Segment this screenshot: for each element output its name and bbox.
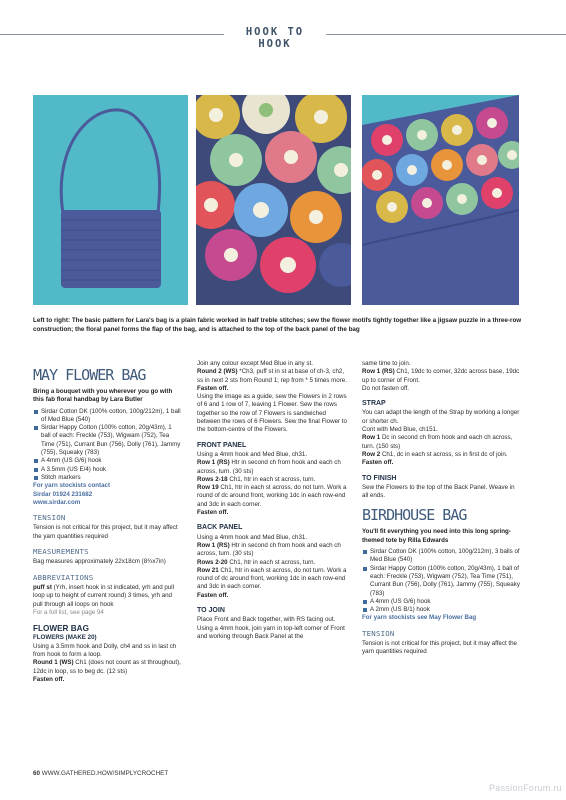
row-label: Row 1 bbox=[362, 434, 381, 442]
front-intro: Using a 4mm hook and Med Blue, ch31. bbox=[197, 450, 308, 458]
pattern-lead: You'll fit everything you need into this long spring-themed tote by Rilla Edwards bbox=[362, 528, 511, 544]
row-text: Htr in second ch from hook and each ch across, turn. (30 sts) bbox=[197, 541, 341, 558]
list-item: A 3.5mm (US E/4) hook bbox=[33, 466, 183, 474]
row-text: Ch1, 19dc to corner, 32dc across base, 19dc up to corner of Front. bbox=[362, 368, 520, 384]
row-text: Ch1, htr in each st across, turn. bbox=[227, 475, 316, 483]
front-rows-2-18 bbox=[197, 476, 350, 484]
row-text: Ch1, htr in each st across, turn. bbox=[227, 558, 316, 566]
strap-text-2: Cont with Med Blue, ch151. bbox=[362, 426, 438, 434]
pattern-title-may-flower: MAY FLOWER BAG bbox=[33, 366, 146, 384]
row-label: Rows 2-20 bbox=[197, 558, 228, 566]
finish-text: Sew the Flowers to the top of the Back Panel. Weave in all ends. bbox=[362, 483, 515, 500]
row-label: Rows 2-18 bbox=[197, 475, 228, 483]
abbreviation-def: (Yrh, insert hook in st indicated, yrh and pull loop up to height of current round) 3 times, yrh and pull through all loops on hook bbox=[33, 583, 175, 608]
row-text: Ch1, dc in each st across, ss in first dc of join. bbox=[380, 450, 508, 458]
list-item: Stitch markers bbox=[33, 474, 183, 482]
join-intro: Join any colour except Med Blue in any st. bbox=[197, 360, 313, 367]
header-rule-left bbox=[0, 34, 224, 35]
watermark: PassionForum.ru bbox=[488, 783, 562, 793]
column-2 bbox=[197, 360, 350, 641]
assembly-guide: Using the image as a guide, sew the Flowers in 2 rows of 6 and 1 row of 7, leaving 1 Flower. Sew the rows together so the row of 7 Flowers is sandwiched between the rows of 6 Flowers. Sew the final Flower to the bottom-centre of the Flowers. bbox=[197, 393, 347, 434]
header-rule-right bbox=[326, 34, 566, 35]
materials-list bbox=[362, 548, 522, 614]
row-label: Row 1 (RS) bbox=[197, 541, 230, 549]
list-item: Sirdar Cotton DK (100% cotton, 100g/212m), 1 ball of Med Blue (540) bbox=[33, 408, 183, 425]
list-item: A 4mm (US G/6) hook bbox=[362, 598, 522, 606]
list-item: Sirdar Cotton DK (100% cotton, 100g/212m), 3 balls of Med Blue (540) bbox=[362, 548, 522, 565]
join-text-2: Using a 4mm hook, join yarn in top-left corner of Front and working through Back Panel at the bbox=[197, 624, 345, 640]
join-text-1: Place Front and Back together, with RS facing out. bbox=[197, 616, 336, 624]
tension-text: Tension is not critical for this project, but it may affect the yarn quantities required bbox=[362, 640, 517, 656]
photo-bag bbox=[33, 95, 188, 305]
fasten-off: Fasten off. bbox=[197, 384, 229, 392]
abbreviation-term: puff st bbox=[33, 583, 52, 591]
strap-text-1: You can adapt the length of the Strap by working a longer or shorter ch. bbox=[362, 409, 520, 425]
page-footer bbox=[33, 770, 168, 777]
materials-list bbox=[33, 408, 183, 483]
abbreviation-entry bbox=[33, 584, 183, 609]
join-row-1 bbox=[362, 368, 522, 385]
footer-url[interactable]: WWW.GATHERED.HOW/SIMPLYCROCHET bbox=[40, 770, 169, 777]
round-2-text: *Ch3, puff st in st at base of ch-3, ch2, ss in next 2 sts from Round 1; rep from * 5 times more. bbox=[197, 368, 347, 384]
column-1 bbox=[33, 360, 183, 684]
back-rows-2-20 bbox=[197, 559, 350, 567]
section-title: HOOK TO HOOK bbox=[245, 26, 305, 50]
tension-heading: TENSION bbox=[362, 628, 395, 638]
back-row-1 bbox=[197, 542, 350, 559]
strap-heading: STRAP bbox=[362, 400, 386, 408]
round-2 bbox=[197, 368, 350, 385]
row-label: Row 1 (RS) bbox=[362, 368, 395, 376]
strap-row-1 bbox=[362, 434, 522, 451]
flowers-subheading: FLOWERS (MAKE 20) bbox=[33, 634, 97, 642]
stockists-line-2: Sirdar 01924 231682 bbox=[33, 490, 93, 498]
round-1-label: Round 1 (WS) bbox=[33, 659, 74, 667]
front-row-1 bbox=[197, 459, 350, 476]
list-item: Sirdar Happy Cotton (100% cotton, 20g/43m), 1 ball of each: Freckle (753), Wigwam (752), Tea Time (751), Currant Bun (756), Dolly (761), Jammy (755), Squeaky (783) bbox=[362, 565, 522, 598]
fasten-off: Fasten off. bbox=[33, 675, 65, 683]
fasten-off: Fasten off. bbox=[197, 591, 229, 599]
flower-bag-heading: FLOWER BAG bbox=[33, 624, 89, 634]
row-text: Ch1, htr in each st across, do not turn. Work a round of dc around front, working 1dc in each row-end and 3dc in each corner. bbox=[197, 484, 347, 508]
row-label: Row 19 bbox=[197, 484, 219, 492]
row-text: Ch1, htr in each st across, do not turn. Work a round of dc around front, working 1dc in each row-end and 3dc in each corner. bbox=[197, 566, 347, 591]
back-intro: Using a 4mm hook and Med Blue, ch31. bbox=[197, 533, 308, 541]
flowers-text: Using a 3.5mm hook and Dolly, ch4 and ss in last ch from hook to form a loop. bbox=[33, 642, 177, 659]
round-1-text: Ch1 (does not count as st throughout), 12dc in loop, ss to beg dc. (12 sts) bbox=[33, 659, 181, 675]
no-fasten-off: Do not fasten off. bbox=[362, 384, 410, 392]
front-row-19 bbox=[197, 484, 350, 509]
pattern-title-birdhouse: BIRDHOUSE BAG bbox=[362, 506, 467, 525]
row-text: Dc in second ch from hook and each ch across, turn. (150 sts) bbox=[362, 434, 513, 450]
row-text: Htr in second ch from hook and each ch across, turn. (30 sts) bbox=[197, 459, 341, 475]
front-panel-heading: FRONT PANEL bbox=[197, 441, 247, 449]
column-3 bbox=[362, 360, 522, 657]
stockists-link[interactable]: www.sirdar.com bbox=[33, 498, 81, 506]
measurements-heading: MEASUREMENTS bbox=[33, 547, 89, 557]
round-2-label: Round 2 (WS) bbox=[197, 368, 238, 376]
measurements-text: Bag measures approximately 22x18cm (8¾x7in) bbox=[33, 558, 166, 566]
round-1 bbox=[33, 659, 183, 676]
abbreviations-heading: ABBREVIATIONS bbox=[33, 572, 94, 582]
stockists-note: For yarn stockists see May Flower Bag bbox=[362, 614, 477, 622]
fasten-off: Fasten off. bbox=[362, 459, 394, 467]
stockists-line-1: For yarn stockists contact bbox=[33, 482, 111, 490]
fasten-off: Fasten off. bbox=[197, 509, 229, 517]
back-panel-heading: BACK PANEL bbox=[197, 524, 243, 532]
row-label: Row 21 bbox=[197, 566, 219, 574]
join-continued: same time to join. bbox=[362, 360, 411, 367]
tension-heading: TENSION bbox=[33, 513, 66, 523]
to-join-heading: TO JOIN bbox=[197, 607, 225, 615]
tension-text: Tension is not critical for this project, but it may affect the yarn quantities required bbox=[33, 524, 178, 540]
photo-flowers bbox=[196, 95, 351, 305]
list-item: A 2mm (US B/1) hook bbox=[362, 606, 522, 614]
strap-row-2 bbox=[362, 451, 522, 459]
list-item: Sirdar Happy Cotton (100% cotton, 20g/43m), 1 ball of each: Freckle (753), Wigwam (752), Tea Time (751), Currant Bun (756), Dolly (761), Jammy (755), Squeaky (783) bbox=[33, 424, 183, 457]
row-label: Row 1 (RS) bbox=[197, 459, 230, 467]
photo-caption: Left to right: The basic pattern for Lara's bag is a plain fabric worked in half treble stitches; sew the flower motifs tightly together like a jigsaw puzzle in a three-row construction; the floral panel forms the flap of the bag, and is attached to the top of the back panel of the bag bbox=[33, 317, 522, 334]
list-item: A 4mm (US G/6) hook bbox=[33, 457, 183, 465]
page-number: 60 bbox=[33, 770, 41, 777]
photo-flap bbox=[362, 95, 519, 305]
to-finish-heading: TO FINISH bbox=[362, 474, 397, 482]
row-label: Row 2 bbox=[362, 450, 381, 458]
abbreviations-more: For a full list, see page 94 bbox=[33, 608, 104, 616]
pattern-lead: Bring a bouquet with you wherever you go with this fab floral handbag by Lara Butler bbox=[33, 388, 173, 404]
back-row-21 bbox=[197, 567, 350, 592]
